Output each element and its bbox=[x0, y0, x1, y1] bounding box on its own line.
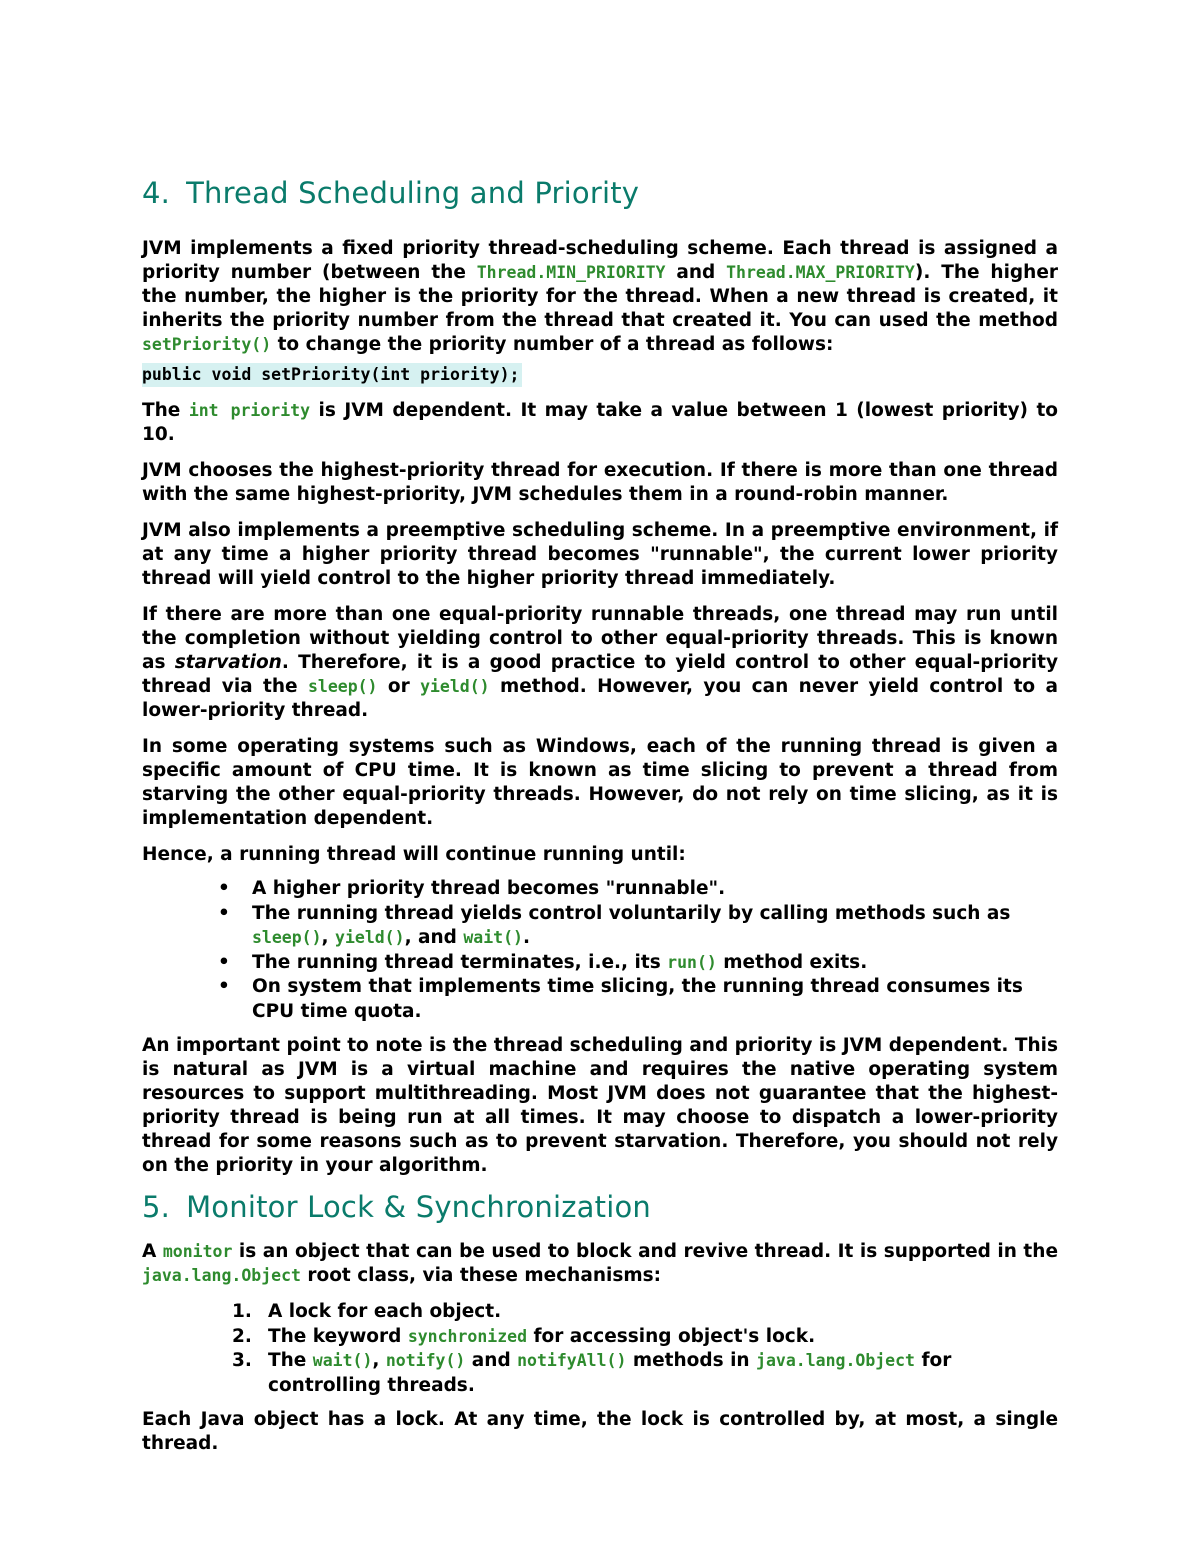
text: , and bbox=[404, 927, 464, 948]
text: to change the priority number of a thread as follows: bbox=[271, 334, 834, 355]
paragraph-int-priority bbox=[142, 399, 1058, 447]
code-min-priority: Thread.MIN_PRIORITY bbox=[476, 263, 666, 282]
text: and bbox=[665, 262, 727, 283]
code-notify: notify() bbox=[385, 1351, 466, 1370]
text: , bbox=[321, 927, 336, 948]
document-page bbox=[142, 176, 1058, 1456]
text: On system that implements time slicing, the running thread consumes its CPU time quota. bbox=[252, 976, 1023, 1022]
bullet-icon: • bbox=[218, 951, 230, 973]
code-int-priority: int priority bbox=[188, 401, 311, 420]
text: JVM implements a fixed priority thread-scheduling scheme. Each thread is assigned a priority number (between the bbox=[142, 238, 1058, 283]
list-marker: 1. bbox=[232, 1301, 252, 1322]
paragraph-important-point: An important point to note is the thread scheduling and priority is JVM dependent. This is natural as JVM is a virtual machine and requires the native operating system resources to support multithreading. Most JVM does not guarantee that the highest-priority thread is being run at all times. It may choose to dispatch a lower-priority thread for some reasons such as to prevent starvation. Therefore, you should not rely on the priority in your algorithm. bbox=[142, 1035, 1058, 1176]
text: A lock for each object. bbox=[268, 1301, 502, 1322]
text: A higher priority thread becomes "runnable". bbox=[252, 878, 726, 899]
text: ). The higher the number, the higher is the priority for the thread. When a new thread is created, it inherits the priority number from the thread that created it. You can used the method bbox=[142, 262, 1059, 331]
text: If there are more than one equal-priority runnable threads, one thread may run until the completion without yielding control to other equal-priority threads. This is known as bbox=[142, 604, 1058, 673]
section-5-title: Monitor Lock & Synchronization bbox=[186, 1190, 651, 1224]
list-item bbox=[142, 975, 1058, 1024]
list-item bbox=[142, 1325, 1058, 1350]
code-sleep: sleep() bbox=[252, 928, 322, 947]
list-item bbox=[142, 951, 1058, 976]
list-item bbox=[142, 1349, 1058, 1398]
text: A bbox=[142, 1241, 163, 1262]
code-run: run() bbox=[667, 952, 717, 972]
paragraph-starvation bbox=[142, 603, 1058, 723]
text: for accessing object's lock. bbox=[527, 1325, 816, 1347]
code-java-lang-object: java.lang.Object bbox=[756, 1351, 915, 1370]
code-yield: yield() bbox=[420, 677, 490, 696]
list-item bbox=[142, 1300, 1058, 1325]
paragraph-hence: Hence, a running thread will continue running until: bbox=[142, 844, 686, 865]
bullet-icon: • bbox=[218, 878, 230, 899]
text: The running thread yields control voluntarily by calling methods such as bbox=[252, 902, 1011, 924]
text: root class, via these mechanisms: bbox=[300, 1265, 662, 1286]
text: is JVM dependent. It may take a value between 1 (lowest priority) to 10. bbox=[142, 400, 1059, 445]
code-synchronized: synchronized bbox=[407, 1326, 528, 1346]
code-yield: yield() bbox=[335, 928, 405, 947]
list-marker: 2. bbox=[232, 1325, 252, 1347]
code-wait: wait() bbox=[312, 1351, 373, 1370]
code-setpriority: setPriority() bbox=[142, 335, 272, 354]
text: method. However, you can never yield control to a lower-priority thread. bbox=[142, 676, 1058, 721]
text: The bbox=[268, 1350, 313, 1371]
emphasis-starvation: starvation bbox=[174, 652, 282, 673]
text: and bbox=[465, 1350, 518, 1371]
paragraph-time-slicing: In some operating systems such as Windows, each of the running thread is given a specific amount of CPU time. It is known as time slicing to prevent a thread from starving the other equal-priority threads. However, do not rely on time slicing, as it is implementation dependent. bbox=[142, 736, 1058, 829]
section-4-title: Thread Scheduling and Priority bbox=[186, 176, 640, 210]
list-item bbox=[142, 877, 1058, 902]
code-monitor: monitor bbox=[162, 1242, 233, 1261]
paragraph-java-object-lock: Each Java object has a lock. At any time, the lock is controlled by, at most, a single thread. bbox=[142, 1409, 1058, 1454]
bullet-icon: • bbox=[218, 976, 230, 997]
list-marker: 3. bbox=[232, 1350, 252, 1371]
code-notifyall: notifyAll() bbox=[517, 1351, 627, 1370]
code-block bbox=[142, 363, 1058, 387]
code-max-priority: Thread.MAX_PRIORITY bbox=[726, 263, 915, 282]
text: The bbox=[142, 400, 189, 421]
list-item bbox=[142, 902, 1058, 951]
bullet-list bbox=[142, 877, 1058, 1024]
paragraph-monitor bbox=[142, 1240, 1058, 1288]
text: is an object that can be used to block and revive thread. It is supported in the bbox=[232, 1241, 1058, 1262]
code-wait: wait() bbox=[463, 928, 523, 947]
code-sleep: sleep() bbox=[307, 677, 378, 696]
section-5-number: 5. bbox=[142, 1190, 171, 1224]
text: . Therefore, it is a good practice to yield control to other equal-priority thread via the bbox=[142, 652, 1059, 697]
paragraph-preemptive: JVM also implements a preemptive scheduling scheme. In a preemptive environment, if at any time a higher priority thread becomes "runnable", the current lower priority thread will yield control to the higher priority thread immediately. bbox=[142, 520, 1058, 589]
code-block-text: public void setPriority(int priority); bbox=[142, 363, 522, 387]
text: method exits. bbox=[716, 951, 868, 973]
paragraph-priority-intro bbox=[142, 237, 1058, 357]
text: methods in bbox=[626, 1350, 757, 1371]
section-4-number: 4. bbox=[142, 176, 171, 210]
section-5-heading bbox=[142, 1190, 1058, 1224]
text: The running thread terminates, i.e., its bbox=[252, 951, 668, 973]
numbered-list bbox=[142, 1300, 1058, 1398]
code-java-lang-object: java.lang.Object bbox=[142, 1266, 301, 1285]
bullet-icon: • bbox=[218, 902, 230, 924]
paragraph-highest-priority: JVM chooses the highest-priority thread for execution. If there is more than one thread with the same highest-priority, JVM schedules them in a round-robin manner. bbox=[142, 460, 1058, 505]
text: or bbox=[377, 676, 421, 697]
text: , bbox=[372, 1350, 386, 1371]
text: for controlling threads. bbox=[268, 1350, 952, 1396]
section-4-heading bbox=[142, 176, 1058, 210]
text: The keyword bbox=[268, 1325, 408, 1347]
text: . bbox=[522, 927, 531, 948]
